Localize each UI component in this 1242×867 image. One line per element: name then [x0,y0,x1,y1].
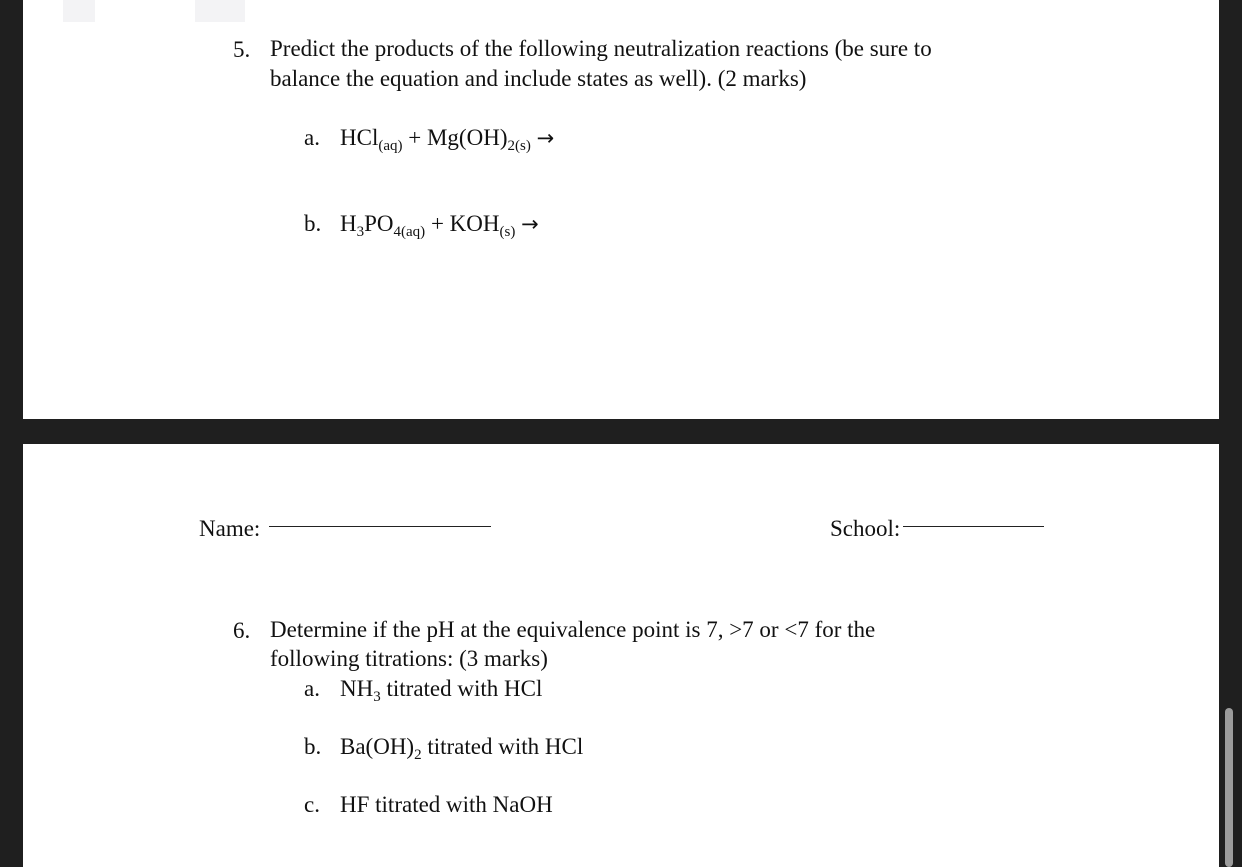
reaction-arrow-icon: → [536,126,555,150]
question-6b-text: $Ba(OH)_2$ titrated with HCl [340,734,584,763]
question-6c-text: HF titrated with NaOH [340,792,553,817]
question-5-text-line-1: Predict the products of the following neutralization reactions (be sure to [270,36,932,61]
reaction-arrow-icon: → [521,212,539,236]
document-page-2 [23,444,1219,867]
question-5a-equation: $HCl_{(aq)} + Mg(OH)_{2(s)}$ → [340,125,555,154]
question-5a-label: a. [304,125,320,150]
name-blank-line [269,526,491,527]
question-6b-label: b. [304,734,322,759]
name-label: Name: [199,516,261,541]
question-5-number: 5. [233,37,251,62]
question-5b-equation: $H_3PO_{4(aq)} + KOH_{(s)}$ → [340,211,539,240]
question-6c-label: c. [304,792,320,817]
document-page-1 [23,0,1219,419]
question-5b-label: b. [304,211,322,236]
question-5-text-line-2: balance the equation and include states as well). (2 marks) [270,66,807,91]
question-6a-text: $NH_3$ titrated with HCl [340,676,543,705]
question-6-text-line-1: Determine if the pH at the equivalence point is 7, >7 or <7 for the [270,617,876,642]
school-blank-line [903,526,1044,527]
question-6a-label: a. [304,676,320,701]
question-6-number: 6. [233,618,251,643]
faint-header-mark [195,0,245,22]
vertical-scrollbar-thumb[interactable] [1225,708,1233,867]
school-label: School: [830,516,901,541]
faint-header-mark [63,0,95,22]
question-6-text-line-2: following titrations: (3 marks) [270,646,548,671]
